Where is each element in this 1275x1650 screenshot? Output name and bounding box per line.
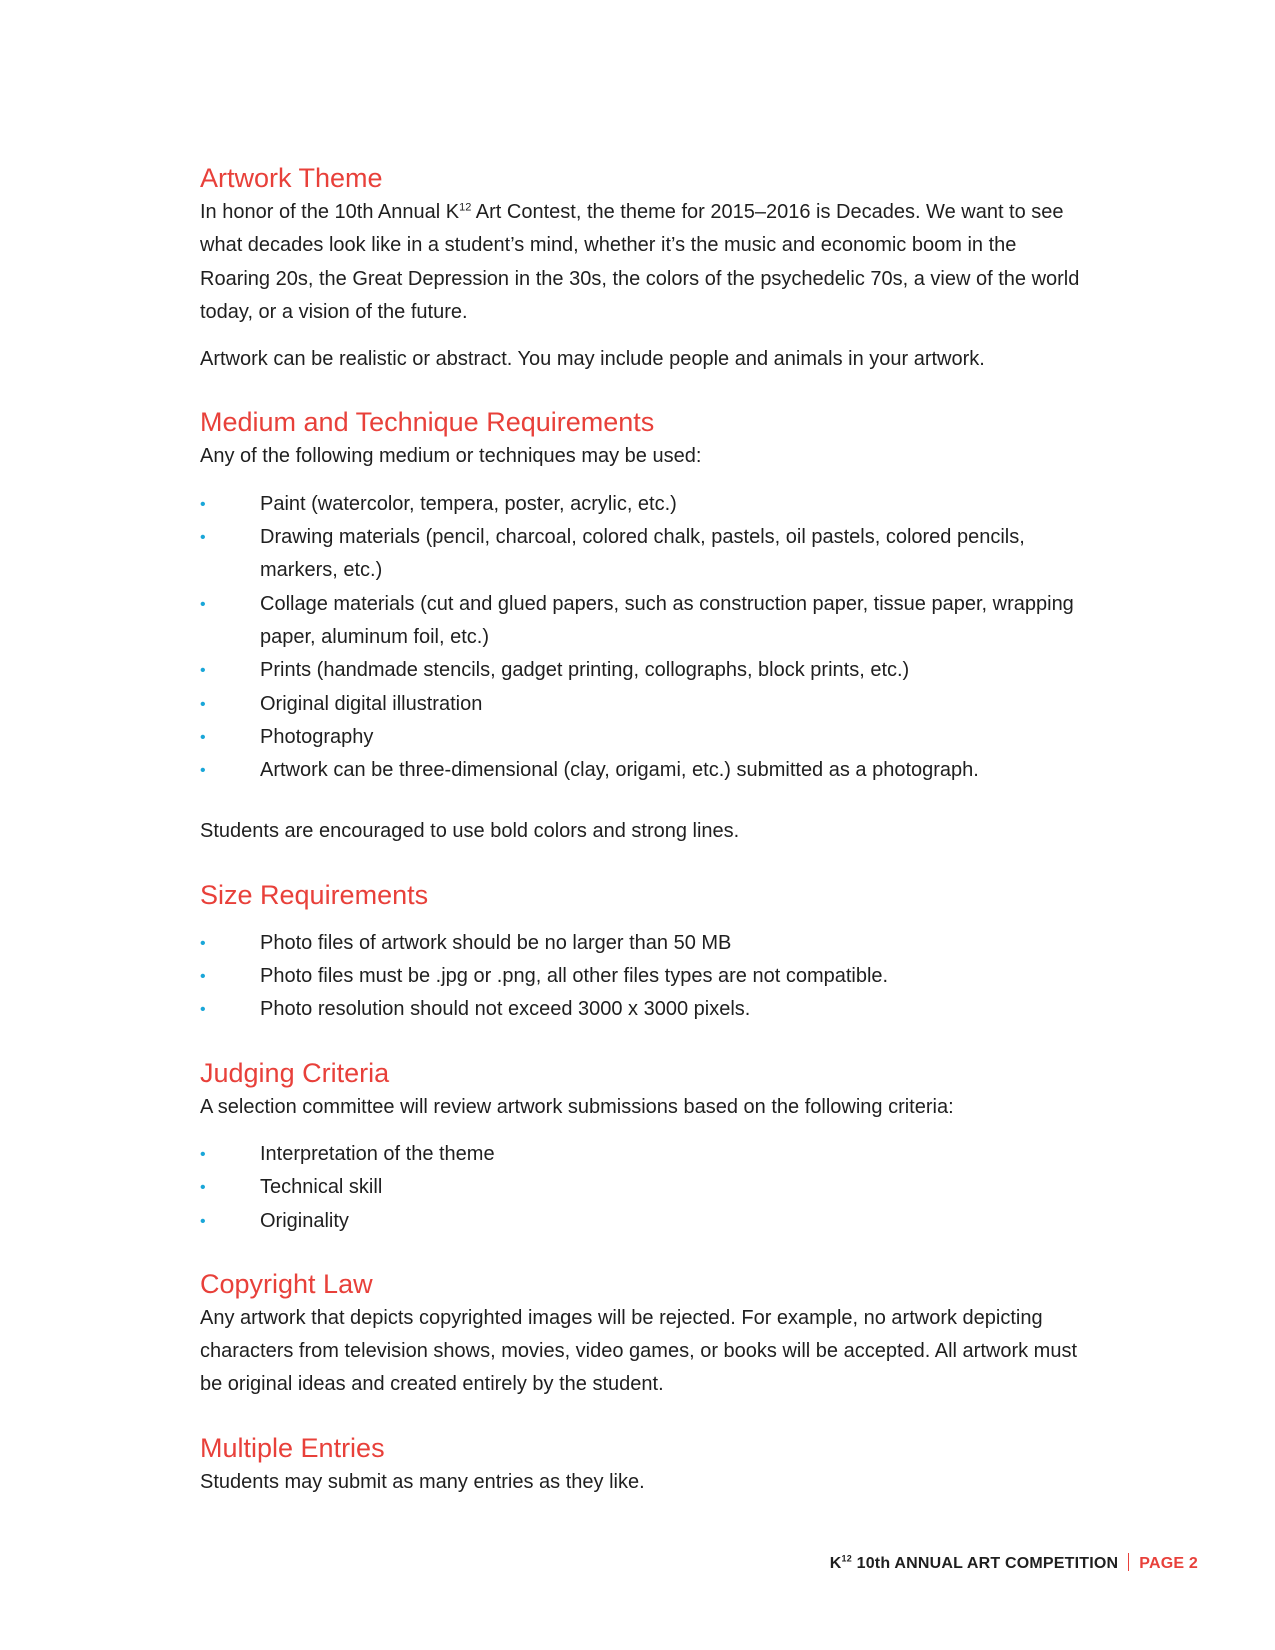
list-item-text: Artwork can be three-dimensional (clay, origami, etc.) submitted as a photograph. xyxy=(260,759,979,782)
entries-heading: Multiple Entries xyxy=(200,1432,385,1463)
judging-heading: Judging Criteria xyxy=(200,1057,390,1088)
list-item xyxy=(200,654,1080,687)
medium-note: Students are encouraged to use bold colors and strong lines. xyxy=(200,820,740,843)
bullet-icon: • xyxy=(200,662,206,680)
list-item xyxy=(200,993,1080,1026)
bullet-icon: • xyxy=(200,968,206,986)
theme-text-end: Art Contest, the theme for 2015–2016 is Decades. We want to see what decades look like in a student’s mind, whether it’s the music and economic boom in the Roaring 20s, the Great Depression in the 30s, the colors of the psychedelic 70s, a view of the world today, or a vision of the future. xyxy=(200,201,1080,323)
medium-heading: Medium and Technique Requirements xyxy=(200,407,655,438)
size-list xyxy=(200,927,1080,1027)
list-item-text: Paint (watercolor, tempera, poster, acrylic, etc.) xyxy=(260,492,677,515)
bullet-icon: • xyxy=(200,529,206,547)
list-item-text: Collage materials (cut and glued papers, such as construction paper, tissue paper, wrapping paper, aluminum foil, etc.) xyxy=(260,592,1074,648)
list-item-text: Photo files must be .jpg or .png, all other files types are not compatible. xyxy=(260,965,889,988)
judging-list xyxy=(200,1138,1080,1238)
list-item-text: Originality xyxy=(260,1209,349,1232)
list-item-text: Photo files of artwork should be no larger than 50 MB xyxy=(260,931,732,954)
list-item-text: Prints (handmade stencils, gadget printing, collographs, block prints, etc.) xyxy=(260,659,910,682)
list-item-text: Drawing materials (pencil, charcoal, colored chalk, pastels, oil pastels, colored pencils, markers, etc.) xyxy=(260,526,1025,582)
list-item xyxy=(200,927,1080,960)
judging-intro: A selection committee will review artwork submissions based on the following criteria: xyxy=(200,1095,954,1118)
page-footer xyxy=(830,1553,1198,1573)
list-item xyxy=(200,721,1080,754)
bullet-icon: • xyxy=(200,728,206,746)
list-item xyxy=(200,1205,1080,1238)
medium-intro: Any of the following medium or techniques may be used: xyxy=(200,445,702,468)
artwork-style-paragraph: Artwork can be realistic or abstract. You may include people and animals in your artwork. xyxy=(200,348,985,371)
artwork-theme-heading: Artwork Theme xyxy=(200,163,383,193)
bullet-icon: • xyxy=(200,495,206,513)
artwork-theme-paragraph xyxy=(200,196,1080,329)
theme-text-start: In honor of the 10th Annual K xyxy=(200,201,460,223)
list-item xyxy=(200,521,1080,588)
bullet-icon: • xyxy=(200,1212,206,1230)
list-item-text: Photo resolution should not exceed 3000 x 3000 pixels. xyxy=(260,998,751,1021)
k12-superscript: 12 xyxy=(459,201,472,214)
bullet-icon: • xyxy=(200,595,206,613)
list-item-text: Photography xyxy=(260,725,374,748)
bullet-icon: • xyxy=(200,1001,206,1019)
list-item-text: Interpretation of the theme xyxy=(260,1142,495,1165)
footer-divider xyxy=(1128,1553,1129,1571)
list-item xyxy=(200,960,1080,993)
copyright-heading: Copyright Law xyxy=(200,1268,373,1299)
footer-k: K xyxy=(829,1555,842,1572)
size-heading: Size Requirements xyxy=(200,879,429,910)
list-item xyxy=(200,1138,1080,1171)
list-item xyxy=(200,754,1080,787)
bullet-icon: • xyxy=(200,934,206,952)
list-item xyxy=(200,588,1080,655)
document-body xyxy=(200,160,1080,1499)
list-item-text: Original digital illustration xyxy=(260,692,483,715)
list-item xyxy=(200,488,1080,521)
entries-paragraph: Students may submit as many entries as they like. xyxy=(200,1470,645,1493)
list-item xyxy=(200,688,1080,721)
bullet-icon: • xyxy=(200,1145,206,1163)
copyright-paragraph: Any artwork that depicts copyrighted images will be rejected. For example, no artwork depicting characters from television shows, movies, video games, or books will be accepted. All artwork must be original ideas and created entirely by the student. xyxy=(200,1306,1078,1396)
footer-k-superscript: 12 xyxy=(841,1553,852,1564)
list-item-text: Technical skill xyxy=(260,1176,383,1199)
bullet-icon: • xyxy=(200,1179,206,1197)
medium-list xyxy=(200,488,1080,788)
bullet-icon: • xyxy=(200,762,206,780)
footer-title: 10th ANNUAL ART COMPETITION xyxy=(851,1555,1119,1572)
list-item xyxy=(200,1171,1080,1204)
bullet-icon: • xyxy=(200,695,206,713)
page-number: PAGE 2 xyxy=(1139,1555,1198,1572)
